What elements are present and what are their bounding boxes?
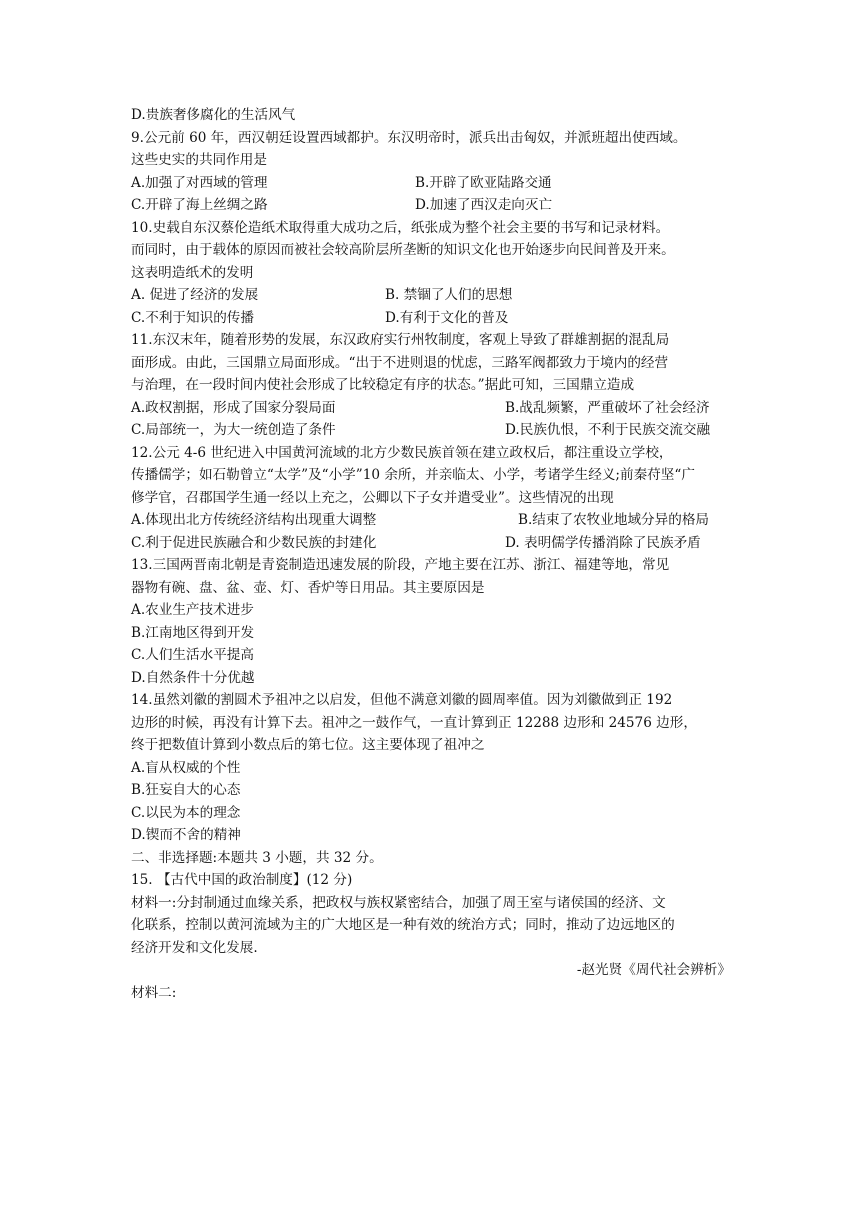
- q13-stem-line-2: 器物有碗、盘、盆、壶、灯、香炉等日用品。其主要原因是: [131, 580, 485, 596]
- q11-options-row-1: [131, 399, 731, 417]
- q12-stem-line-3: 修学官，召郡国学生通一经以上充之，公卿以下子女并遣受业”。这些情况的出现: [131, 490, 614, 506]
- q13-option-a: A.农业生产技术进步: [131, 602, 254, 618]
- q9-option-a: A.加强了对西域的管理: [131, 175, 268, 191]
- q10-stem-line-3: 这表明造纸术的发明: [131, 265, 254, 281]
- q15-material-1-line-3: 经济开发和文化发展.: [131, 940, 258, 956]
- q10-stem-line-1: 10.史载自东汉蔡伦造纸术取得重大成功之后，纸张成为整个社会主要的书写和记录材料。: [131, 220, 670, 236]
- q15-material-2-label: 材料二:: [131, 985, 177, 1001]
- q14-option-b: B.狂妄自大的心态: [131, 782, 241, 798]
- q14-option-a: A.盲从权威的个性: [131, 760, 241, 776]
- q14-stem-line-3: 终于把数值计算到小数点后的第七位。这主要体现了祖冲之: [131, 737, 485, 753]
- q12-option-d: D. 表明儒学传播消除了民族矛盾: [505, 535, 701, 551]
- q10-option-d: D.有利于文化的普及: [385, 310, 509, 326]
- q15-material-1-source: -赵光贤《周代社会辨析》: [576, 962, 731, 978]
- q15-material-1-line-2: 化联系，控制以黄河流域为主的广大地区是一种有效的统治方式；同时，推动了边远地区的: [131, 917, 675, 933]
- q9-options-row-1: [131, 174, 731, 192]
- q12-option-b: B.结束了农牧业地域分异的格局: [518, 512, 710, 528]
- q9-options-row-2: [131, 196, 731, 214]
- q9-option-c: C.开辟了海上丝绸之路: [131, 197, 268, 213]
- q9-stem-line-2: 这些史实的共同作用是: [131, 152, 267, 168]
- q11-option-c: C.局部统一，为大一统创造了条件: [131, 422, 336, 438]
- q15-title: 15. 【古代中国的政治制度】(12 分): [131, 872, 353, 888]
- q9-option-d: D.加速了西汉走向灭亡: [415, 197, 553, 213]
- q12-option-c: C.利于促进民族融合和少数民族的封建化: [131, 535, 377, 551]
- q8-option-d: D.贵族奢侈腐化的生活风气: [131, 107, 296, 123]
- q12-option-a: A.体现出北方传统经济结构出现重大调整: [131, 512, 377, 528]
- q10-option-c: C.不利于知识的传播: [131, 310, 254, 326]
- q14-stem-line-2: 边形的时候，再没有计算下去。祖冲之一鼓作气，一直计算到正 12288 边形和 24576 边形，: [131, 715, 697, 731]
- q14-stem-line-1: 14.虽然刘徽的割圆术予祖冲之以启发，但他不满意刘徽的圆周率值。因为刘徽做到正 192: [131, 692, 673, 708]
- q12-options-row-2: [131, 534, 731, 552]
- q13-option-c: C.人们生活水平提高: [131, 647, 254, 663]
- q15-material-1-line-1: 材料一:分封制通过血缘关系，把政权与族权紧密结合，加强了周王室与诸侯国的经济、文: [131, 895, 666, 911]
- q11-stem-line-1: 11.东汉末年，随着形势的发展，东汉政府实行州牧制度，客观上导致了群雄割据的混乱局: [131, 332, 670, 348]
- q12-stem-line-1: 12.公元 4-6 世纪进入中国黄河流域的北方少数民族首领在建立政权后，都注重设立学校，: [131, 445, 673, 461]
- q11-stem-line-2: 面形成。由此，三国鼎立局面形成。“出于不进则退的忧虑，三路军阀都致力于境内的经营: [131, 355, 669, 371]
- q13-option-b: B.江南地区得到开发: [131, 625, 255, 641]
- q10-option-b: B. 禁锢了人们的思想: [385, 287, 513, 303]
- q11-option-b: B.战乱频繁，严重破坏了社会经济: [505, 400, 710, 416]
- q12-stem-line-2: 传播儒学；如石勒曾立“太学”及“小学”10 余所，并亲临太、小学，考诸学生经义;前秦苻坚“广: [131, 467, 695, 483]
- q11-options-row-2: [131, 421, 731, 439]
- q12-options-row-1: [131, 511, 731, 529]
- q10-options-row-1: [131, 286, 731, 304]
- q10-stem-line-2: 而同时，由于载体的原因而被社会较高阶层所垄断的知识文化也开始逐步向民间普及开来。: [131, 242, 675, 258]
- section-2-heading: 二、非选择题:本题共 3 小题，共 32 分。: [131, 850, 383, 866]
- q11-option-d: D.民族仇恨，不利于民族交流交融: [505, 422, 711, 438]
- q14-option-c: C.以民为本的理念: [131, 805, 241, 821]
- q13-stem-line-1: 13.三国两晋南北朝是青瓷制造迅速发展的阶段，产地主要在江苏、浙江、福建等地，常见: [131, 557, 670, 573]
- q9-stem-line-1: 9.公元前 60 年，西汉朝廷设置西域都护。东汉明帝时，派兵出击匈奴，并派班超出使西域。: [131, 130, 687, 146]
- q13-option-d: D.自然条件十分优越: [131, 670, 255, 686]
- q11-stem-line-3: 与治理，在一段时间内使社会形成了比较稳定有序的状态。”据此可知，三国鼎立造成: [131, 377, 635, 393]
- q10-option-a: A. 促进了经济的发展: [131, 287, 259, 303]
- q9-option-b: B.开辟了欧亚陆路交通: [415, 175, 552, 191]
- q11-option-a: A.政权割据，形成了国家分裂局面: [131, 400, 336, 416]
- q14-option-d: D.锲而不舍的精神: [131, 827, 241, 843]
- q10-options-row-2: [131, 309, 731, 327]
